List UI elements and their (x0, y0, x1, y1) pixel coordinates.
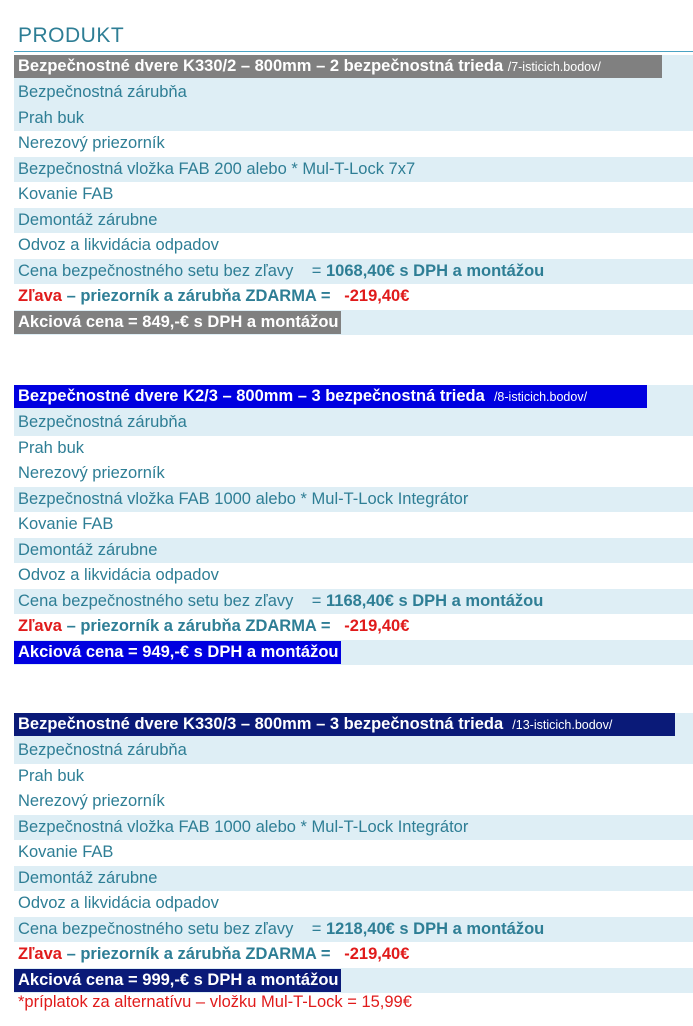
heading-divider (14, 51, 693, 52)
promo-row (14, 310, 693, 336)
list-item: Prah buk (14, 436, 693, 462)
list-item: Prah buk (14, 764, 693, 790)
list-item: Demontáž zárubne (14, 866, 693, 892)
price-row: Cena bezpečnostného setu bez zľavy = 1068,40€ s DPH a montážou (14, 259, 693, 285)
list-item: Kovanie FAB (14, 182, 693, 208)
list-item: Bezpečnostná zárubňa (14, 410, 693, 436)
promo-price: Akciová cena = 849,-€ s DPH a montážou (14, 311, 341, 334)
page-heading: PRODUKT (18, 24, 125, 47)
list-item: Prah buk (14, 106, 693, 132)
offer-title-row (14, 713, 693, 738)
list-item: Bezpečnostná vložka FAB 200 alebo * Mul-T-Lock 7x7 (14, 157, 693, 183)
promo-price: Akciová cena = 949,-€ s DPH a montážou (14, 641, 341, 664)
discount-row: Zľava – priezorník a zárubňa ZDARMA = -219,40€ (14, 284, 693, 310)
list-item: Bezpečnostná vložka FAB 1000 alebo * Mul-T-Lock Integrátor (14, 487, 693, 513)
list-item: Odvoz a likvidácia odpadov (14, 233, 693, 259)
list-item: Demontáž zárubne (14, 208, 693, 234)
offer-title: Bezpečnostné dvere K330/3 – 800mm – 3 bezpečnostná trieda /13-isticich.bodov/ (14, 713, 675, 736)
offer-block-1 (14, 55, 693, 335)
list-item: Bezpečnostná zárubňa (14, 738, 693, 764)
offer-block-3 (14, 713, 693, 993)
list-item: Odvoz a likvidácia odpadov (14, 891, 693, 917)
price-row: Cena bezpečnostného setu bez zľavy = 1218,40€ s DPH a montážou (14, 917, 693, 943)
list-item: Nerezový priezorník (14, 461, 693, 487)
offer-block-2 (14, 385, 693, 665)
promo-row (14, 968, 693, 994)
list-item: Odvoz a likvidácia odpadov (14, 563, 693, 589)
promo-price: Akciová cena = 999,-€ s DPH a montážou (14, 969, 341, 992)
price-row: Cena bezpečnostného setu bez zľavy = 1168,40€ s DPH a montážou (14, 589, 693, 615)
list-item: Kovanie FAB (14, 840, 693, 866)
list-item: Kovanie FAB (14, 512, 693, 538)
footnote: *príplatok za alternatívu – vložku Mul-T-Lock = 15,99€ (18, 993, 412, 1011)
list-item: Nerezový priezorník (14, 131, 693, 157)
discount-row: Zľava – priezorník a zárubňa ZDARMA = -219,40€ (14, 614, 693, 640)
offer-title-row (14, 385, 693, 410)
promo-row (14, 640, 693, 666)
offer-title: Bezpečnostné dvere K2/3 – 800mm – 3 bezpečnostná trieda /8-isticich.bodov/ (14, 385, 647, 408)
discount-row: Zľava – priezorník a zárubňa ZDARMA = -219,40€ (14, 942, 693, 968)
list-item: Nerezový priezorník (14, 789, 693, 815)
list-item: Demontáž zárubne (14, 538, 693, 564)
list-item: Bezpečnostná vložka FAB 1000 alebo * Mul-T-Lock Integrátor (14, 815, 693, 841)
offer-title-row (14, 55, 693, 80)
offer-title: Bezpečnostné dvere K330/2 – 800mm – 2 bezpečnostná trieda /7-isticich.bodov/ (14, 55, 662, 78)
list-item: Bezpečnostná zárubňa (14, 80, 693, 106)
